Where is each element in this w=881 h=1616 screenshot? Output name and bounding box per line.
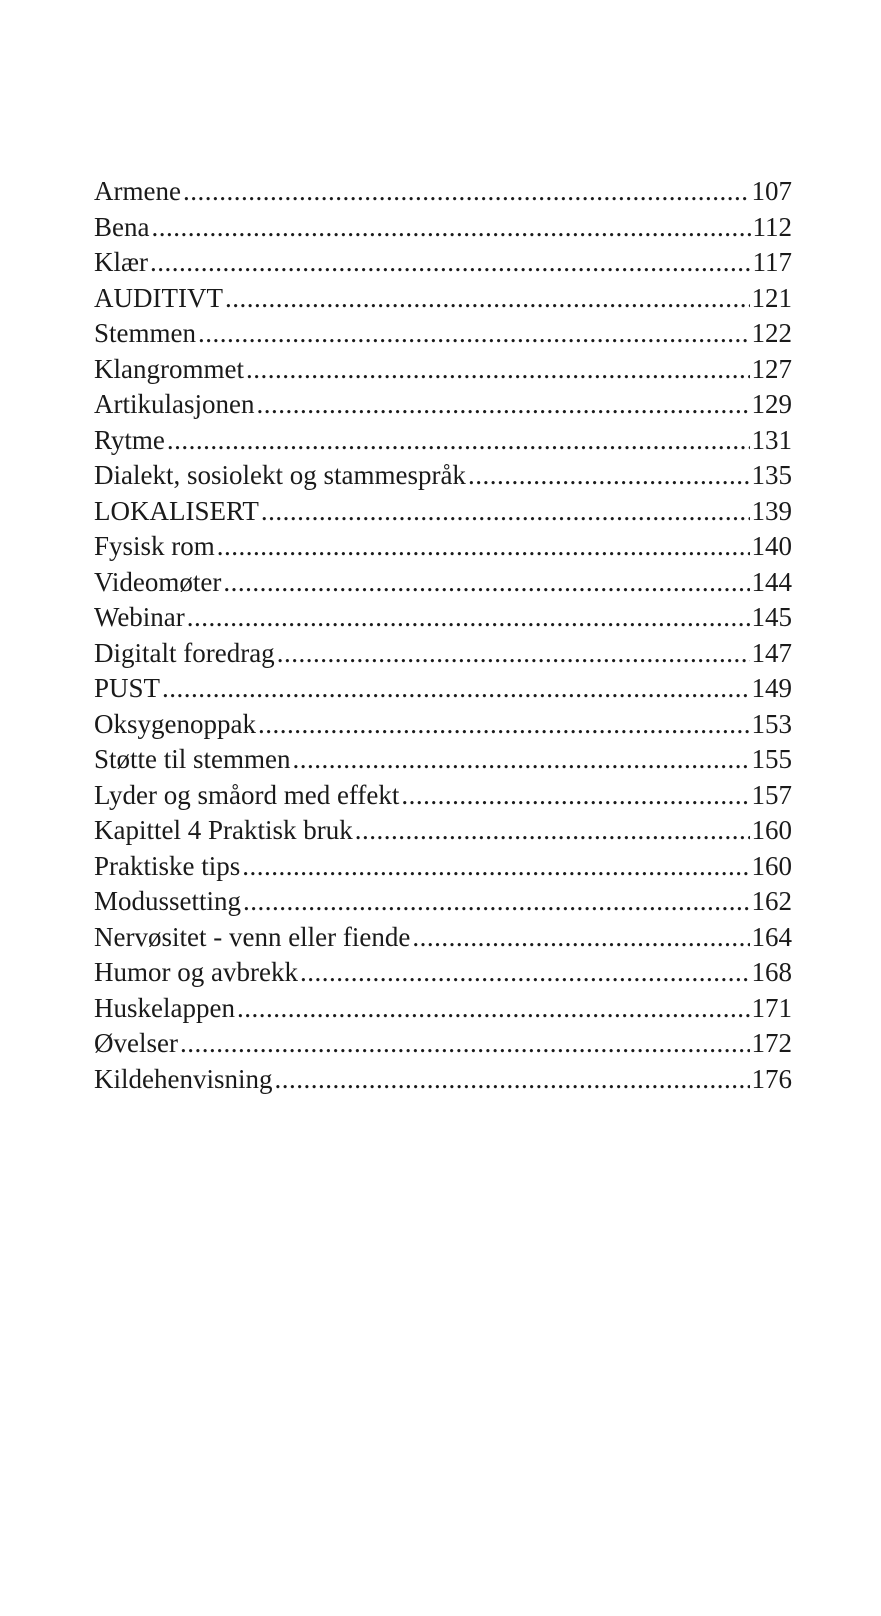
toc-entry-title: AUDITIVT [94,282,223,313]
toc-dot-leader [256,387,749,423]
toc-entry [94,636,792,672]
toc-entry-title: Webinar [94,602,185,632]
toc-entry-title: Klær [94,247,148,277]
toc-entry-title: Støtte til stemmen [94,744,291,774]
toc-entry [94,920,792,956]
toc-entry-title: PUST [94,673,161,703]
toc-entry-page-number: 140 [751,531,792,561]
toc-entry-page-number: 171 [751,992,792,1023]
toc-entry-title: Artikulasjonen [94,389,255,419]
toc-entry-page-number: 172 [751,1028,792,1058]
toc-entry-page-number: 153 [751,708,792,739]
toc-entry-title: Lyder og småord med effekt [94,779,400,810]
toc-dot-leader [237,991,750,1027]
toc-entry-title: Digitalt foredrag [94,637,275,668]
toc-entry-title: Bena [94,211,150,242]
toc-dot-leader [300,955,750,991]
toc-entry-title: Nervøsitet - venn eller fiende [94,921,411,952]
toc-entry [94,174,792,210]
toc-entry-page-number: 112 [752,211,792,242]
toc-dot-leader [412,920,749,956]
toc-entry-page-number: 144 [751,566,792,597]
toc-dot-leader [274,1062,749,1098]
toc-entry-page-number: 131 [751,424,792,455]
toc-dot-leader [261,494,750,530]
toc-dot-leader [277,636,750,672]
toc-entry-page-number: 164 [751,921,792,952]
toc-entry-title: Rytme [94,424,165,455]
toc-dot-leader [198,316,750,352]
toc-entry [94,955,792,991]
toc-entry-page-number: 121 [751,282,792,313]
toc-entry-page-number: 147 [751,637,792,668]
toc-entry [94,600,792,636]
toc-entry [94,210,792,246]
toc-entry [94,458,792,494]
toc-entry [94,494,792,530]
toc-dot-leader [150,245,751,281]
toc-dot-leader [167,423,750,459]
toc-entry-title: Øvelser [94,1028,178,1058]
toc-entry-title: Klangrommet [94,353,244,384]
toc-entry-title: Fysisk rom [94,531,215,561]
toc-dot-leader [258,707,750,743]
toc-entry-title: Oksygenoppak [94,708,256,739]
toc-entry-page-number: 139 [751,495,792,526]
toc-entry-title: Modussetting [94,886,242,916]
toc-entry [94,742,792,778]
toc-entry [94,778,792,814]
toc-entry [94,281,792,317]
toc-entry-page-number: 145 [751,602,792,632]
toc-entry-page-number: 162 [751,886,792,916]
toc-entry-page-number: 135 [751,460,792,490]
toc-dot-leader [401,778,749,814]
toc-entry-title: Kapittel 4 Praktisk bruk [94,815,353,845]
toc-entry-title: Praktiske tips [94,850,241,881]
toc-entry-page-number: 149 [751,673,792,703]
toc-entry-page-number: 155 [751,744,792,774]
toc-entry [94,813,792,849]
toc-entry-page-number: 160 [751,850,792,881]
toc-dot-leader [187,600,750,636]
table-of-contents [94,174,792,1097]
toc-entry [94,423,792,459]
toc-entry-page-number: 160 [751,815,792,845]
toc-entry [94,529,792,565]
toc-entry [94,991,792,1027]
toc-entry [94,884,792,920]
toc-dot-leader [355,813,750,849]
toc-dot-leader [243,884,749,920]
toc-entry [94,671,792,707]
toc-entry [94,565,792,601]
toc-dot-leader [293,742,750,778]
toc-dot-leader [180,1026,750,1062]
toc-entry-page-number: 107 [751,176,792,206]
toc-entry-title: Stemmen [94,318,196,348]
toc-dot-leader [162,671,749,707]
toc-entry-title: Humor og avbrekk [94,957,298,987]
toc-entry [94,387,792,423]
toc-entry-page-number: 129 [751,389,792,419]
toc-entry-title: LOKALISERT [94,495,259,526]
toc-entry [94,245,792,281]
toc-entry-page-number: 122 [751,318,792,348]
toc-entry-title: Huskelappen [94,992,235,1023]
toc-entry-title: Videomøter [94,566,222,597]
toc-entry-page-number: 176 [751,1063,792,1094]
toc-entry [94,1026,792,1062]
toc-dot-leader [242,849,749,885]
toc-dot-leader [151,210,750,246]
toc-entry-page-number: 168 [751,957,792,987]
toc-dot-leader [217,529,750,565]
toc-entry-page-number: 117 [752,247,792,277]
toc-entry-title: Armene [94,176,181,206]
toc-dot-leader [223,565,749,601]
toc-entry [94,1062,792,1098]
toc-entry-title: Dialekt, sosiolekt og stammespråk [94,460,466,490]
toc-entry-page-number: 127 [751,353,792,384]
toc-entry [94,849,792,885]
toc-dot-leader [246,352,750,388]
toc-entry [94,707,792,743]
toc-entry-title: Kildehenvisning [94,1063,273,1094]
toc-dot-leader [183,174,750,210]
toc-entry [94,352,792,388]
toc-dot-leader [225,281,750,317]
toc-entry-page-number: 157 [751,779,792,810]
toc-entry [94,316,792,352]
toc-dot-leader [468,458,750,494]
